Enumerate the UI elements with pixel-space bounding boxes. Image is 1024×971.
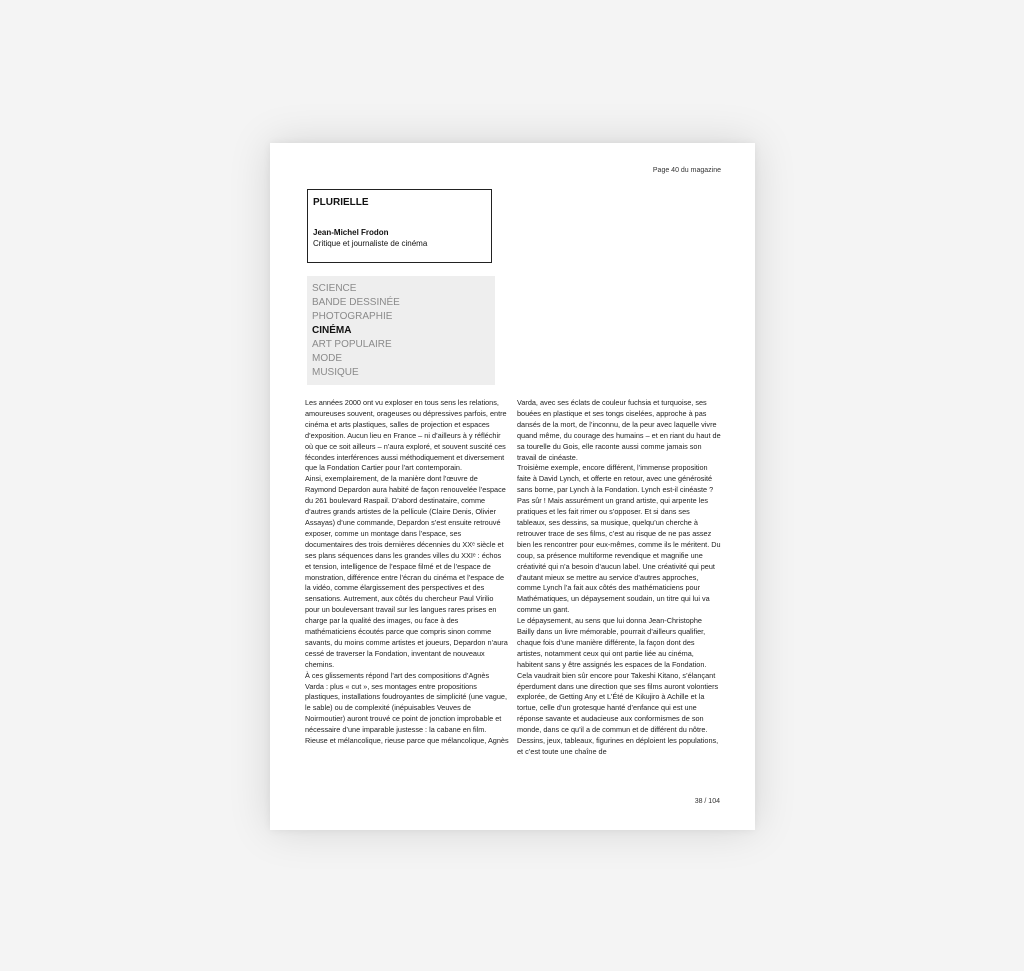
author-role: Critique et journaliste de cinéma: [313, 239, 428, 248]
paragraph: Varda, avec ses éclats de couleur fuchsia et turquoise, ses bouées en plastique et ses tongs ciselées, approche à pas dansés de la mort, de l’inconnu, de la peur avec laquelle vivre quand même, du courage des humains – et en riant du haut de sa tourelle du Gois, elle raconte aussi comme jamais son travail de cinéaste.: [517, 398, 721, 462]
category-art-populaire[interactable]: ART POPULAIRE: [312, 339, 392, 350]
paragraph: À ces glissements répond l’art des compositions d’Agnès Varda : plus « cut », ses montages entre propositions plastiques, installations foudroyantes de simplicité (une vague, le sable) ou de complexité (inépuisables Veuves de Noirmoutier) auront trouvé ce point de jonction improbable et nécessaire d’une imparable justesse : la cabane en film. Rieuse et mélancolique, rieuse parce que mélancolique, Agnès: [305, 670, 509, 746]
title-box: [307, 189, 492, 263]
category-list: [307, 276, 495, 385]
category-bande-dessinee[interactable]: BANDE DESSINÉE: [312, 297, 400, 308]
paragraph: Le dépaysement, au sens que lui donna Jean-Christophe Bailly dans un livre mémorable, pourrait d’ailleurs qualifier, chaque fois d’une manière différente, la façon dont des artistes, notamment ceux qui ont partie liée au cinéma, habitent sans y être assignés les espaces de la Fondation. Cela vaudrait bien sûr encore pour Takeshi Kitano, s’élançant éperdument dans une direction que ses films auront volontiers explorée, de Getting Any et L’Été de Kikujiro à Achille et la tortue, celle d’un grotesque hanté d’enfance qui est une réponse savante et audacieuse aux conformismes de son monde, dans ce qu’il a de commun et de différent du nôtre. Dessins, jeux, tableaux, figurines en déploient les populations, et c’est toute une chaîne de: [517, 616, 719, 756]
page-label: Page 40 du magazine: [652, 167, 721, 174]
category-cinema[interactable]: CINÉMA: [312, 325, 352, 336]
rubrique-title: PLURIELLE: [313, 197, 369, 208]
category-photographie[interactable]: PHOTOGRAPHIE: [312, 311, 393, 322]
paragraph: Troisième exemple, encore différent, l’immense proposition faite à David Lynch, et offerte en retour, avec une générosité sans borne, par Lynch à la Fondation. Lynch est-il cinéaste ? Pas sûr ! Mais assurément un grand artiste, qui arpente les pratiques et les fait rimer ou s’opposer. Et si dans ses tableaux, ses dessins, sa musique, quelqu’un cherche à retrouver trace de ses films, c’est au risque de ne pas assez bien les rencontrer pour eux-mêmes, comme ils le méritent. Du coup, sa présence multiforme revendique et magnifie une créativité qui n’a besoin d’aucun label. Une créativité qui peut d’autant mieux se mettre au service d’autres approches, comme Lynch l’a fait aux côtés des mathématiciens pour Mathématiques, un dépaysement soudain, un titre qui lui va comme un gant.: [517, 463, 721, 615]
article-column-left: [305, 398, 509, 793]
author-name: Jean-Michel Frodon: [313, 228, 389, 237]
paragraph: Les années 2000 ont vu exploser en tous sens les relations, amoureuses souvent, orageuses ou dépressives parfois, entre cinéma et arts plastiques, salles de projection et espaces d’exposition. Aucun lieu en France – ni d’ailleurs à y réfléchir où que ce soit ailleurs – n’aura exploré, et souvent suscité ces fécondes interférences aussi méthodiquement et diversement que la Fondation Cartier pour l’art contemporain.: [305, 398, 507, 473]
category-mode[interactable]: MODE: [312, 353, 342, 364]
pagination: 38 / 104: [694, 798, 720, 805]
category-musique[interactable]: MUSIQUE: [312, 367, 359, 378]
category-science[interactable]: SCIENCE: [312, 283, 357, 294]
article-column-right: [517, 398, 721, 793]
paragraph: Ainsi, exemplairement, de la manière dont l’œuvre de Raymond Depardon aura habité de façon renouvelée l’espace du 261 boulevard Raspail. D’abord destinataire, comme d’autres grands artistes de la pellicule (Claire Denis, Olivier Assayas) d’une commande, Depardon s’est ensuite retrouvé exposer, comme un montage dans l’espace, ses documentaires des trois dernières décennies du XXᵉ siècle et ses plans séquences dans les grandes villes du XXIᵉ : échos et tension, intelligence de l’espace filmé et de l’espace de monstration, différence entre l’écran du cinéma et l’espace de la vidéo, comme élargissement des perspectives et des sensations. Autrement, aux côtés du chercheur Paul Virilio pour un bouleversant travail sur les langues rares prises en charge par la qualité des images, ou face à des mathématiciens écoutés parce que compris sinon comme savants, du moins comme artistes et joueurs, Depardon n’aura cessé de traverser la Fondation, inventant de nouveaux chemins.: [305, 474, 508, 669]
magazine-page: [270, 143, 755, 830]
